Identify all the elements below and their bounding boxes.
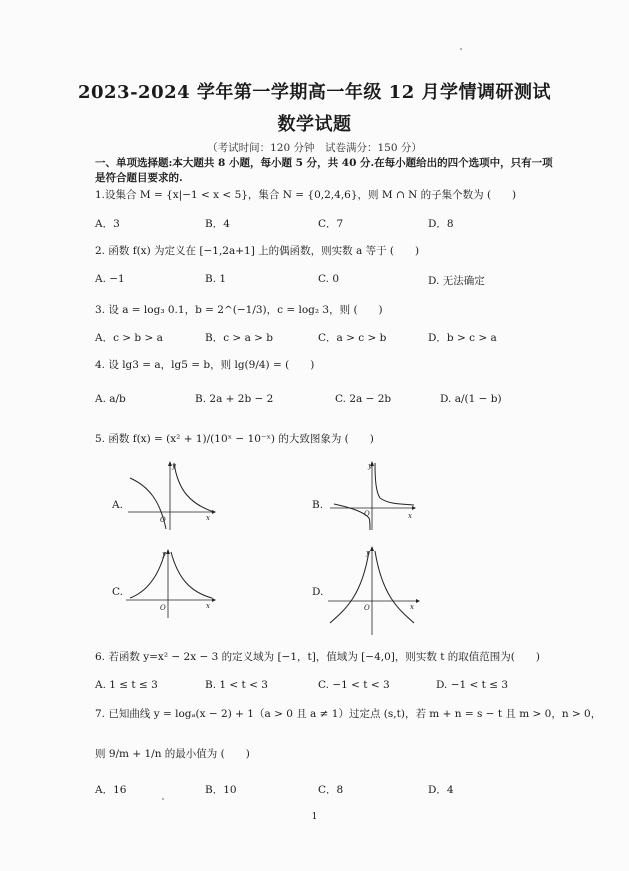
question-1-stem: 1.设集合 M = {x|−1 < x < 5}，集合 N = {0,2,4,6}，则 M ∩ N 的子集个数为 ( ) [95,189,517,201]
q2-option-a: A. −1 [95,273,125,285]
graph-a [128,460,216,530]
q3-option-c: C．a > c > b [318,332,387,344]
speck-bottom [162,798,164,800]
q4-option-c: C. 2a − 2b [335,393,392,405]
question-3-stem: 3. 设 a = log₃ 0.1，b = 2^(−1/3)，c = log₂ 3，则 ( ) [95,304,383,316]
question-4-stem: 4. 设 lg3 = a，lg5 = b，则 lg(9/4) = ( ) [95,359,315,371]
q1-option-a: A．3 [95,218,120,230]
q3-option-b: B．c > a > b [205,332,274,344]
graph-a-x-label: x [206,514,210,522]
question-2-stem: 2. 函数 f(x) 为定义在 [−1,2a+1] 上的偶函数，则实数 a 等于 ( ) [95,245,420,257]
exam-info: （考试时间：120 分钟 试卷满分：150 分） [207,142,422,154]
question-7-stem: 7. 已知曲线 y = logₐ(x − 2) + 1（a > 0 且 a ≠ 1）过定点 (s,t)，若 m + n = s − t 且 m > 0，n > 0， [95,708,602,720]
q4-option-d: D. a/(1 − b) [440,393,502,405]
q7-option-c: C．8 [318,784,344,796]
q2-option-b: B. 1 [205,273,227,285]
graph-d-y-label: y [366,549,370,557]
question-5-stem: 5. 函数 f(x) = (x² + 1)/(10ˣ − 10⁻ˣ) 的大致图象为 ( ) [95,433,374,445]
q6-option-c: C. −1 < t < 3 [318,679,390,691]
question-6-stem: 6. 若函数 y=x² − 2x − 3 的定义域为 [−1，t]，值域为 [−4,0]，则实数 t 的取值范围为( ) [95,651,540,663]
q2-option-d: D. 无法确定 [428,275,485,287]
q5-option-a: A. [112,499,123,511]
graph-b-y-label: y [368,462,372,470]
q6-option-d: D. −1 < t ≤ 3 [436,679,509,691]
q4-option-a: A. a/b [95,393,126,405]
graph-c-origin-label: O [160,604,166,612]
q6-option-b: B. 1 < t < 3 [205,679,268,691]
question-7-stem-line2: 则 9/m + 1/n 的最小值为 ( ) [95,748,250,760]
exam-subtitle: 数学试题 [277,114,352,135]
graph-b-origin-label: O [364,510,370,518]
q2-option-c: C. 0 [318,273,340,285]
speck-top [460,48,462,50]
q1-option-d: D．8 [428,218,454,230]
graph-d-origin-label: O [364,604,370,612]
graph-b-x-label: x [408,512,412,520]
graph-b [330,460,416,530]
graph-a-origin-label: O [160,516,166,524]
q7-option-d: D．4 [428,784,454,796]
section-heading-line1: 一、单项选择题:本大题共 8 小题，每小题 5 分，共 40 分.在每小题给出的四个选项中，只有一项 [95,157,553,169]
graph-c-y-label: y [162,550,166,558]
q6-option-a: A. 1 ≤ t ≤ 3 [95,679,158,691]
q3-option-d: D．b > c > a [428,332,497,344]
graph-c-x-label: x [206,602,210,610]
graph-c [126,548,216,618]
graph-d-x-label: x [410,603,414,611]
q7-option-a: A．16 [95,784,127,796]
q5-option-b: B. [312,499,324,511]
q1-option-b: B．4 [205,218,230,230]
section-heading-line2: 是符合题目要求的. [95,172,183,184]
q3-option-a: A．c > b > a [95,332,163,344]
q4-option-b: B. 2a + 2b − 2 [195,393,274,405]
graph-a-y-label: y [172,462,176,470]
page-number: 1 [311,812,318,822]
q7-option-b: B．10 [205,784,237,796]
graph-d [328,545,420,635]
q5-option-c: C. [112,586,123,598]
exam-title: 2023-2024 学年第一学期高一年级 12 月学情调研测试 [77,82,551,103]
q5-option-d: D. [312,586,324,598]
q1-option-c: C．7 [318,218,344,230]
